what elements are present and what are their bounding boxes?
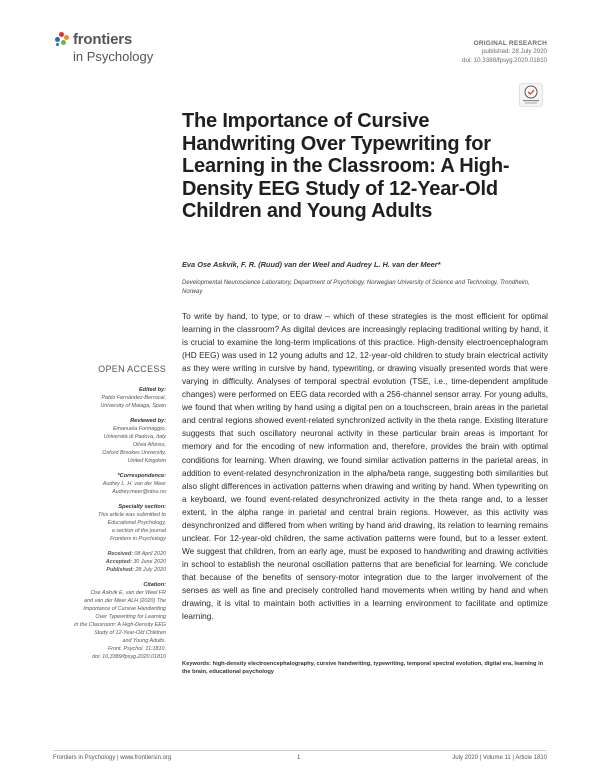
specialty-section-label: Specialty section: [118, 504, 166, 510]
citation-line: Study of 12-Year-Old Children [94, 630, 166, 636]
published-date-sidebar [60, 566, 166, 574]
author-affiliation: Developmental Neuroscience Laboratory, Department of Psychology, Norwegian University of Science and Technology, Trondheim, Norway [182, 280, 530, 295]
accepted-value: 30 June 2020 [133, 559, 166, 565]
page-number: 1 [297, 755, 301, 761]
article-header-meta [347, 40, 547, 65]
published-value: 28 July 2020 [135, 567, 166, 573]
logo-journal-name: in Psychology [73, 49, 154, 64]
specialty-text: Frontiers in Psychology [109, 536, 166, 542]
check-for-updates-button[interactable] [519, 83, 543, 107]
published-label: Published: [106, 567, 134, 573]
doi-link[interactable]: doi: 10.3389/fpsyg.2020.01810 [462, 57, 547, 64]
article-title: The Importance of Cursive Handwriting Over Typewriting for Learning in the Classroom: A High-Density EEG Study of 12-Year-Old Children and Young Adults [182, 110, 510, 222]
keywords: Keywords: high-density electroencephalography, cursive handwriting, typewriting, temporal spectral evolution, digital era, learning in the brain, educational psychology [182, 661, 544, 675]
footer-divider [53, 750, 547, 751]
check-updates-icon [519, 83, 543, 107]
author-list: Eva Ose Askvik, F. R. (Ruud) van der Weel and Audrey L. H. van der Meer* [182, 260, 441, 269]
specialty-text: This article was submitted to [97, 512, 166, 518]
article-type-label: ORIGINAL RESEARCH [473, 40, 547, 47]
reviewer-name: Emanuela Formaggio, [112, 426, 166, 432]
correspondence-email-link[interactable]: Audrey.meer@ntnu.no [112, 489, 166, 495]
citation-line: and van der Meer ALH (2020) The [84, 598, 166, 604]
reviewer-name: Olivia Afonso, [132, 442, 166, 448]
citation-line: Over Typewriting for Learning [95, 614, 166, 620]
received-value: 08 April 2020 [134, 551, 166, 557]
editor-affiliation: University of Malaga, Spain [100, 403, 166, 409]
accepted-label: Accepted: [105, 559, 132, 565]
reviewer-affiliation: Università di Padova, Italy [103, 434, 166, 440]
citation-label: Citation: [143, 582, 166, 588]
journal-logo[interactable] [54, 30, 164, 70]
specialty-text: Educational Psychology, [107, 520, 166, 526]
citation-line: and Young Adults. [122, 638, 166, 644]
correspondence-name: Audrey L. H. van der Meer [102, 481, 166, 487]
correspondence-label: *Correspondence: [117, 473, 166, 479]
article-sidebar [60, 364, 166, 661]
citation-line: Front. Psychol. 11:1810. [107, 646, 166, 652]
received-label: Received: [107, 551, 133, 557]
frontiers-logo-icon [54, 32, 70, 48]
specialty-text: a section of the journal [111, 528, 166, 534]
reviewed-by-label: Reviewed by: [130, 418, 166, 424]
edited-by-label: Edited by: [138, 387, 166, 393]
footer-issue-info: July 2020 | Volume 11 | Article 1810 [452, 755, 547, 761]
editor-name: Pablo Fernández-Berrocal, [101, 395, 166, 401]
reviewer-affiliation: United Kingdom [127, 458, 166, 464]
logo-wordmark: frontiers [73, 31, 133, 48]
citation-line: Ose Askvik E, van der Weel FR [90, 590, 166, 596]
accepted-date [60, 558, 166, 566]
footer-journal-link[interactable]: Frontiers in Psychology | www.frontiersin.org [53, 755, 172, 761]
citation-line: Importance of Cursive Handwriting [83, 606, 166, 612]
reviewer-affiliation: Oxford Brookes University, [102, 450, 166, 456]
received-date [60, 550, 166, 558]
open-access-label: OPEN ACCESS [98, 364, 166, 374]
citation-doi-link[interactable]: doi: 10.3389/fpsyg.2020.01810 [91, 654, 166, 660]
abstract-text: To write by hand, to type, or to draw – which of these strategies is the most efficient for optimal learning in the classroom? As digital devices are increasingly replacing traditional writing by hand, it is crucial to examine the long-term implications of this practice. High-density electroencephalogram (HD EEG) was used in 12 young adults and 12, 12-year-old children to study brain electrical activity as they were writing in cursive by hand, typewriting, or drawing visually presented words that were varying in difficulty. Analyses of temporal spectral evolution (TSE, i.e., time-dependent amplitude changes) were performed on EEG data recorded with a 256-channel sensor array. For young adults, we found that when writing by hand using a digital pen on a touchscreen, brain areas in the parietal and central regions showed event-related synchronized activity in the theta range. Existing literature suggests that such oscillatory neuronal activity in these particular brain areas is important for memory and for the encoding of new information and, therefore, provides the brain with optimal conditions for learning. When drawing, we found similar activation patterns in the parietal areas, in addition to event-related desynchronization in the alpha/beta range, suggesting both similarities but also slight differences in activation patterns when drawing and writing by hand. When typewriting on a keyboard, we found event-related desynchronized activity in the theta range and, to a lesser extent, in the alpha range in parietal and central brain regions. However, as this activity was desynchronized and differed from when writing by hand and drawing, its relation to learning remains unclear. For 12-year-old children, the same activation patterns were found, but to a lesser extent. We suggest that children, from an early age, must be exposed to handwriting and drawing activities in school to establish the neuronal oscillation patterns that are beneficial for learning. We conclude that because of the benefits of sensory-motor integration due to the larger involvement of the senses as well as fine and precisely controlled hand movements when writing by hand and when drawing, it is vital to maintain both activities in a learning environment to facilitate and optimize learning. [182, 312, 548, 622]
citation-line: in the Classroom: A High-Density EEG [74, 622, 166, 628]
published-date: published: 28 July 2020 [481, 48, 547, 55]
